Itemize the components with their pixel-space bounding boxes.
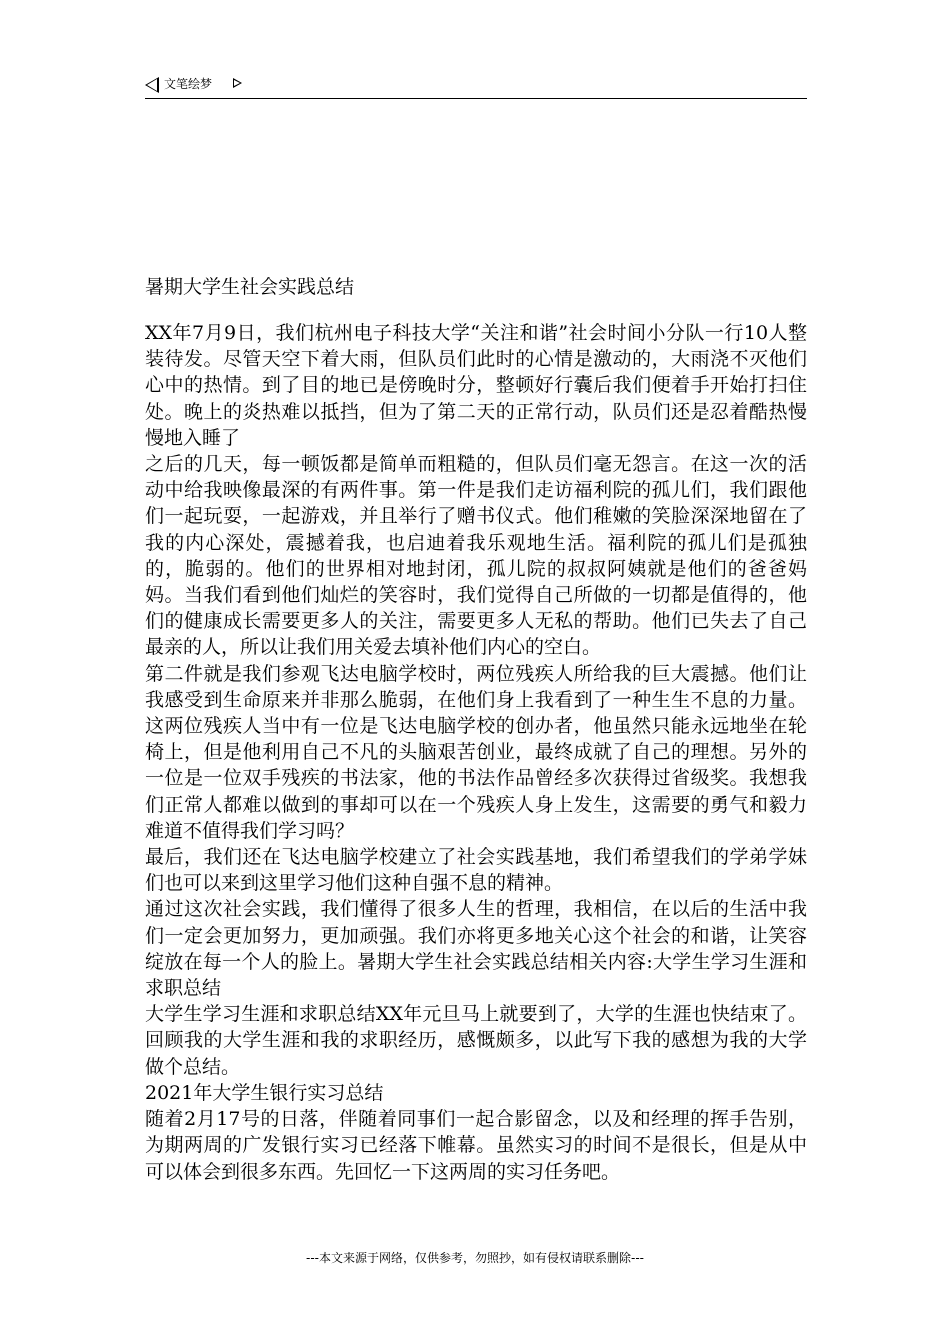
document-body [145,320,807,1185]
document-title: 暑期大学生社会实践总结 [145,276,355,298]
triangle-left-icon [145,77,159,93]
paragraph: 第二件就是我们参观飞达电脑学校时，两位残疾人所给我的巨大震撼。他们让我感受到生命原来并非那么脆弱，在他们身上我看到了一种生生不息的力量。这两位残疾人当中有一位是飞达电脑学校的创办者，他虽然只能永远地坐在轮椅上，但是他利用自己不凡的头脑艰苦创业，最终成就了自己的理想。另外的一位是一位双手残疾的书法家，他的书法作品曾经多次获得过省级奖。我想我们正常人都难以做到的事却可以在一个残疾人身上发生，这需要的勇气和毅力难道不值得我们学习吗？ [145,662,807,842]
paragraph: 随着2月17号的日落，伴随着同事们一起合影留念，以及和经理的挥手告别，为期两周的广发银行实习已经落下帷幕。虽然实习的时间不是很长，但是从中可以体会到很多东西。先回忆一下这两周的实习任务吧。 [145,1108,807,1183]
page-header [145,74,807,99]
footer-disclaimer: ---本文来源于网络，仅供参考，勿照抄，如有侵权请联系删除--- [306,1251,644,1265]
paragraph: 大学生学习生涯和求职总结XX年元旦马上就要到了，大学的生涯也快结束了。回顾我的大学生涯和我的求职经历，感慨颇多，以此写下我的感想为我的大学做个总结。 [145,1003,807,1078]
section-heading: 2021年大学生银行实习总结 [145,1081,384,1104]
header-brand: 文笔绘梦 [164,77,213,91]
paragraph: 最后，我们还在飞达电脑学校建立了社会实践基地，我们希望我们的学弟学妹们也可以来到这里学习他们这种自强不息的精神。 [145,846,807,895]
paragraph: 通过这次社会实践，我们懂得了很多人生的哲理，我相信，在以后的生活中我们一定会更加努力，更加顽强。我们亦将更多地关心这个社会的和谐，让笑容绽放在每一个人的脸上。暑期大学生社会实践总结相关内容:大学生学习生涯和求职总结 [145,898,807,1000]
paragraph: 之后的几天，每一顿饭都是简单而粗糙的，但队员们毫无怨言。在这一次的活动中给我映像最深的有两件事。第一件是我们走访福利院的孤儿们，我们跟他们一起玩耍，一起游戏，并且举行了赠书仪式。他们稚嫩的笑脸深深地留在了我的内心深处，震撼着我，也启迪着我乐观地生活。福利院的孤儿们是孤独的，脆弱的。他们的世界相对地封闭，孤儿院的叔叔阿姨就是他们的爸爸妈妈。当我们看到他们灿烂的笑容时，我们觉得自己所做的一切都是值得的，他们的健康成长需要更多人的关注，需要更多人无私的帮助。他们已失去了自己最亲的人，所以让我们用关爱去填补他们内心的空白。 [145,453,807,659]
paragraph: XX年7月9日，我们杭州电子科技大学“关注和谐”社会时间小分队一行10人整装待发。尽管天空下着大雨，但队员们此时的心情是激动的，大雨浇不灭他们心中的热情。到了目的地已是傍晚时分，整顿好行囊后我们便着手开始打扫住处。晚上的炎热难以抵挡，但为了第二天的正常行动，队员们还是忍着酷热慢慢地入睡了 [145,322,807,449]
triangle-right-icon [233,78,242,88]
